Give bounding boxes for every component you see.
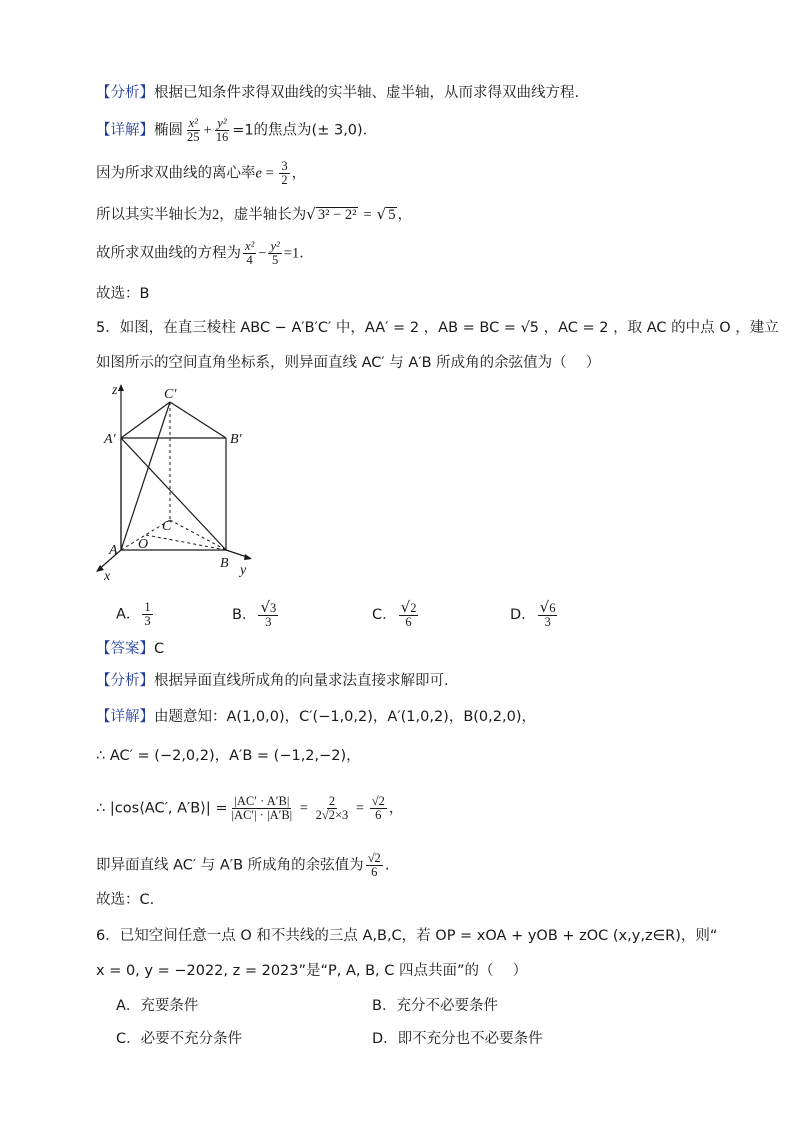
- detail-tag: 【详解】: [96, 122, 154, 139]
- q4-axes-text1: 所以其实半轴长为: [96, 207, 212, 223]
- q5-question-line2: 如图所示的空间直角坐标系，则异面直线 AC′ 与 A′B 所成角的余弦值为（ ）: [96, 355, 601, 371]
- eq-frac-x: $\frac{\text{x²}}{4}$: [245, 239, 255, 267]
- hidden-edge-CB: [170, 520, 226, 550]
- q4-axes-line: 所以其实半轴长为2，虚半轴长为√ 3² − 2² = √ 5 ，: [96, 205, 412, 223]
- q6-question-line2: x = 0, y = −2022, z = 2023”是“P, A, B, C 四点共面”的（ ）: [96, 963, 528, 979]
- q5-detail3-prefix: ∴ |cos⟨AC′, A′B⟩| =: [96, 800, 228, 817]
- q4-ecc-text: 因为所求双曲线的离心率: [96, 165, 256, 182]
- label-y: y: [240, 563, 247, 578]
- ecc-frac: $\frac{3}{2}$: [281, 159, 288, 187]
- label-A: A: [109, 543, 118, 558]
- q5-detail3-frac3: $\frac{√2}{6}$: [371, 794, 385, 822]
- q4-ecc-var: e: [255, 165, 262, 182]
- detail-tag-2: 【详解】: [96, 709, 154, 725]
- q4-eq-tail: =1．: [283, 245, 314, 262]
- analysis-tag-2: 【分析】: [96, 673, 154, 689]
- segment-A1B: [121, 438, 226, 550]
- q5-detail-line1: [96, 706, 536, 728]
- q4-eq-line: 故所求双曲线的方程为 $\frac{\text{x²}}{4}$ − $\frac{\text{y²}}{5}$ =1．: [96, 239, 314, 267]
- q6-option-c[interactable]: C．必要不充分条件: [116, 1031, 243, 1047]
- label-A1: A′: [104, 432, 116, 447]
- q6-option-a[interactable]: A．充要条件: [116, 998, 199, 1014]
- label-B1: B′: [230, 432, 242, 447]
- q4-axes-a: 2: [212, 207, 220, 223]
- edge-C1B1: [170, 402, 226, 438]
- eq-frac-y: $\frac{\text{y²}}{5}$: [270, 239, 280, 267]
- q5-choice: 故选：C.: [96, 892, 155, 908]
- q4-detail-line: 【详解】椭圆 $\frac{\text{x²}}{25}$ + $\frac{\text{y²}}{16}$ =1的焦点为(± 3,0)．: [96, 116, 378, 144]
- q6-option-d[interactable]: D．即不充分也不必要条件: [372, 1031, 543, 1047]
- label-z: z: [112, 383, 118, 398]
- q5-conclusion-line: 即异面直线 AC′ 与 A′B 所成角的余弦值为 $\frac{√2}{6}$ .: [96, 851, 390, 879]
- q5-option-b[interactable]: B． $\frac{√3}{3}$: [232, 598, 277, 629]
- label-O: O: [138, 537, 149, 552]
- q5-detail-line3: ∴ |cos⟨AC′, A′B⟩| = $\frac{|AC' \cdot A'B|}{|AC'| \cdot |A'B|}$ = $\frac{2}{2√2\times 3}$ = $\frac{√2}{6}$ ，: [96, 794, 404, 822]
- q5-answer: C: [154, 641, 165, 657]
- q5-option-c[interactable]: C． $\frac{√2}{6}$: [372, 598, 417, 629]
- q4-detail-prefix: 椭圆: [154, 122, 183, 139]
- q5-detail1: 由题意知：A(1,0,0)，C′(−1,0,2)，A′(1,0,2)，B(0,2,0)，: [154, 709, 536, 725]
- answer-tag: 【答案】: [96, 641, 154, 657]
- q5-concl-text: 即异面直线 AC′ 与 A′B 所成角的余弦值为: [96, 857, 364, 874]
- q5-detail3-frac2: $\frac{2}{2√2\times 3}$: [315, 794, 349, 822]
- ellipse-frac-x: $\frac{\text{x²}}{25}$: [187, 116, 200, 144]
- label-C1: C′: [164, 387, 177, 402]
- q4-choice: 故选：B: [96, 286, 150, 302]
- q4-eq-text: 故所求双曲线的方程为: [96, 245, 241, 262]
- q5-analysis-text: 根据异面直线所成角的向量求法直接求解即可.: [154, 673, 449, 689]
- q5-detail2: ∴ AC′ = (−2,0,2)，A′B = (−1,2,−2)，: [96, 748, 361, 764]
- y-arrow: [244, 554, 252, 560]
- label-B: B: [220, 556, 229, 571]
- q4-analysis-line: [96, 82, 579, 104]
- analysis-tag: 【分析】: [96, 85, 154, 101]
- q4-detail-suffix: =1的焦点为(± 3,0)．: [232, 122, 378, 139]
- q5-answer-line: [96, 638, 164, 660]
- q4-analysis-text: 根据已知条件求得双曲线的实半轴、虚半轴，从而求得双曲线方程.: [154, 85, 580, 101]
- q5-question-line1: 5．如图，在直三棱柱 ABC − A′B′C′ 中，AA′ = 2 ，AB = BC = √5 ，AC = 2 ，取 AC 的中点 O ，建立: [96, 320, 779, 336]
- label-C: C: [162, 519, 172, 534]
- q4-axes-eq: =: [363, 207, 372, 223]
- q4-axes-res: 5: [388, 207, 396, 223]
- q5-option-a[interactable]: A． $\frac{1}{3}$: [116, 600, 151, 628]
- label-x: x: [104, 569, 111, 580]
- q5-detail3-frac1: $\frac{|AC' \cdot A'B|}{|AC'| \cdot |A'B|}$: [231, 794, 293, 822]
- q5-concl-frac: $\frac{√2}{6}$: [367, 851, 381, 879]
- q4-axes-text2: ，虚半轴长为: [219, 207, 307, 223]
- ellipse-frac-y: $\frac{\text{y²}}{16}$: [215, 116, 229, 144]
- edge-A1C1: [121, 402, 170, 438]
- q6-question-line1: 6．已知空间任意一点 O 和不共线的三点 A,B,C，若 OP = xOA + yOB + zOC (x,y,z∈R)，则“: [96, 928, 718, 944]
- z-arrow: [118, 384, 124, 391]
- prism-figure: [90, 380, 270, 580]
- q4-axes-sqrt: 3² − 2²: [317, 207, 357, 223]
- q6-option-b[interactable]: B．充分不必要条件: [372, 998, 498, 1014]
- q5-analysis-line: [96, 670, 449, 692]
- q5-option-d[interactable]: D． $\frac{√6}{3}$: [510, 598, 556, 629]
- q4-ecc-line: 因为所求双曲线的离心率e = $\frac{3}{2}$ ，: [96, 159, 307, 187]
